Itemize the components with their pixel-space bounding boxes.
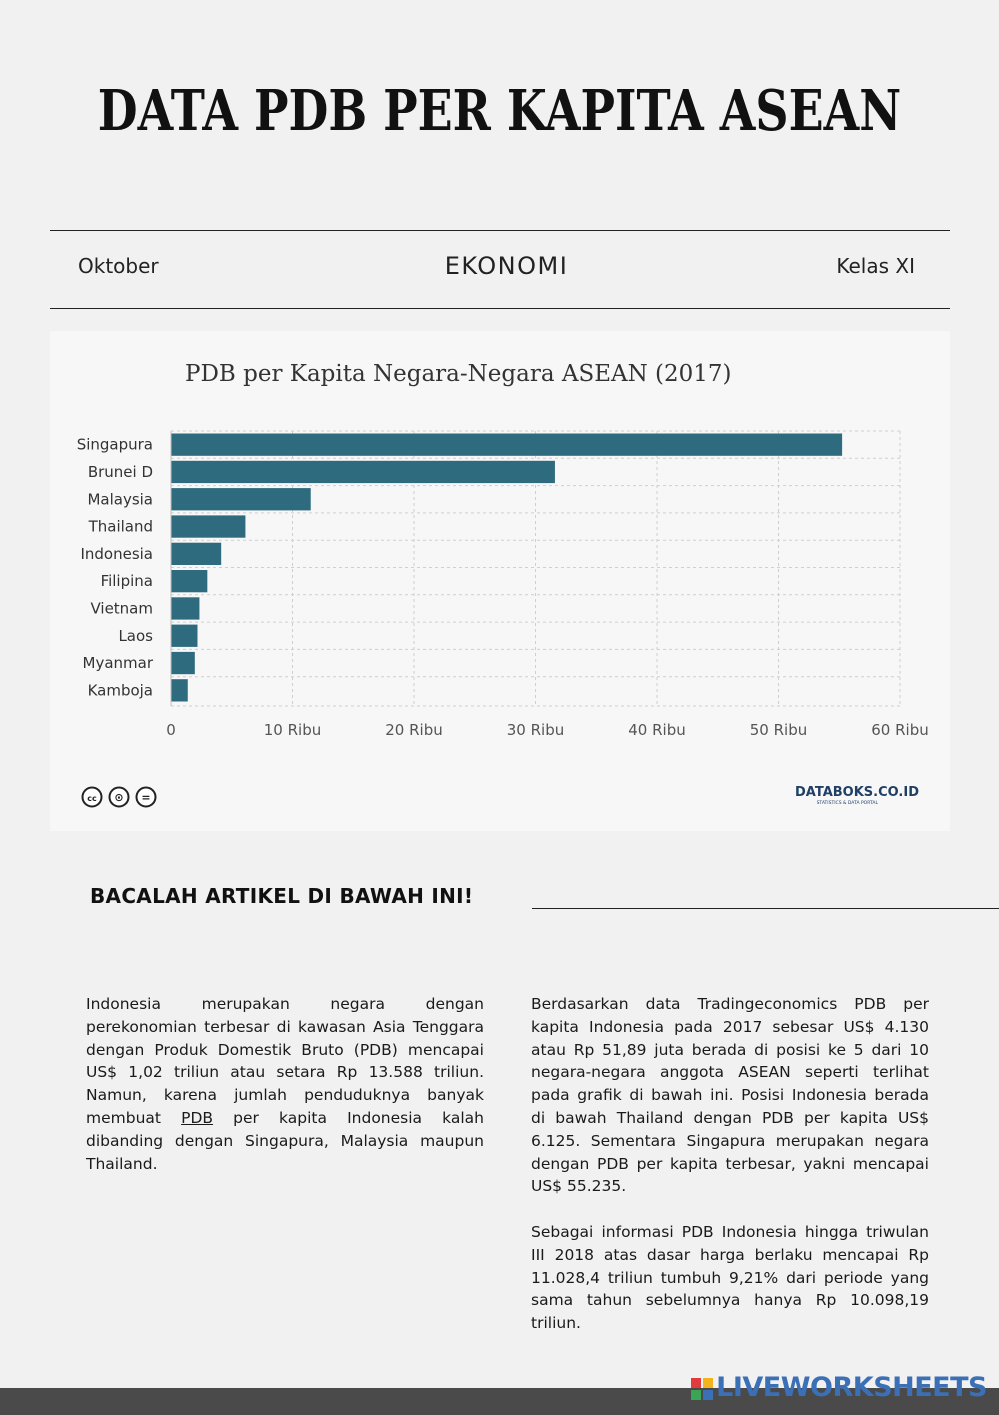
- x-tick-label: 10 Ribu: [263, 721, 322, 739]
- paragraph-text: Indonesia merupakan negara dengan perekonomian terbesar di kawasan Asia Tenggara dengan Produk Domestik Bruto (PDB) mencapai US$ 1,02 triliun atau setara Rp 13.588 triliun. Namun, karena jumlah penduduknya banyak membuat: [86, 995, 484, 1127]
- x-tick-label: 30 Ribu: [506, 721, 565, 739]
- bar: [171, 515, 245, 537]
- x-tick-label: 40 Ribu: [628, 721, 686, 739]
- source-subtitle: STATISTICS & DATA PORTAL: [816, 801, 878, 806]
- article-left-column: [86, 993, 484, 1198]
- article-paragraph: [86, 993, 484, 1175]
- category-label: Singapura: [76, 435, 153, 454]
- top-divider: [50, 230, 950, 231]
- month-label: Oktober: [78, 254, 159, 278]
- brand-logo[interactable]: [691, 1372, 987, 1403]
- bottom-divider: [50, 308, 950, 309]
- bar: [171, 570, 207, 592]
- bar: [171, 461, 555, 483]
- category-label: Brunei D: [87, 462, 153, 481]
- category-label: Kamboja: [87, 681, 153, 700]
- category-label: Thailand: [88, 517, 153, 536]
- article-right-column: [531, 993, 929, 1358]
- bar: [171, 543, 221, 565]
- section-heading: BACALAH ARTIKEL DI BAWAH INI!: [90, 884, 474, 908]
- liveworksheets-icon: [691, 1378, 713, 1400]
- bar: [171, 434, 842, 456]
- category-label: Malaysia: [87, 490, 153, 509]
- pdb-link[interactable]: PDB: [181, 1108, 214, 1127]
- bar: [171, 679, 188, 701]
- category-label: Indonesia: [80, 544, 153, 563]
- by-icon-glyph: ⊙: [114, 791, 124, 804]
- category-label: Vietnam: [90, 599, 153, 618]
- category-label: Filipina: [100, 572, 153, 591]
- article-paragraph: Berdasarkan data Tradingeconomics PDB per kapita Indonesia pada 2017 sebesar US$ 4.130 atau Rp 51,89 juta berada di posisi ke 5 dari 10 negara-negara anggota ASEAN seperti terlihat pada grafik di bawah ini. Posisi Indonesia berada di bawah Thailand dengan PDB per kapita US$ 6.125. Sementara Singapura merupakan negara dengan PDB per kapita terbesar, yakni mencapai US$ 55.235.: [531, 995, 929, 1196]
- chart-container: [50, 331, 950, 831]
- x-tick-label: 50 Ribu: [749, 721, 808, 739]
- cc-icon-glyph: cc: [87, 794, 97, 803]
- paragraph-text: per kapita Indonesia kalah dibanding dengan Singapura, Malaysia maupun Thailand.: [86, 1108, 484, 1173]
- bar-chart: [50, 331, 950, 831]
- category-label: Myanmar: [82, 654, 153, 673]
- nd-icon-glyph: =: [141, 791, 151, 804]
- bar: [171, 597, 199, 619]
- article-paragraph: Sebagai informasi PDB Indonesia hingga triwulan III 2018 atas dasar harga berlaku mencapai Rp 11.028,4 triliun tumbuh 9,21% dari periode yang sama tahun sebelumnya hanya Rp 10.098,19 triliun.: [531, 1222, 929, 1333]
- section-divider: [532, 908, 999, 909]
- bar: [171, 652, 195, 674]
- bar: [171, 488, 311, 510]
- x-tick-label: 60 Ribu: [871, 721, 929, 739]
- category-label: Laos: [118, 626, 153, 645]
- bar: [171, 625, 197, 647]
- brand-text: LIVEWORKSHEETS: [716, 1372, 987, 1403]
- x-tick-label: 0: [166, 721, 176, 739]
- page-title: DATA PDB PER KAPITA ASEAN: [97, 78, 902, 144]
- subject-label: EKONOMI: [444, 252, 569, 280]
- chart-title: PDB per Kapita Negara-Negara ASEAN (2017): [185, 361, 732, 387]
- grade-label: Kelas XI: [836, 254, 915, 278]
- x-tick-label: 20 Ribu: [385, 721, 443, 739]
- source-logo: DATABOKS.CO.ID: [795, 785, 919, 800]
